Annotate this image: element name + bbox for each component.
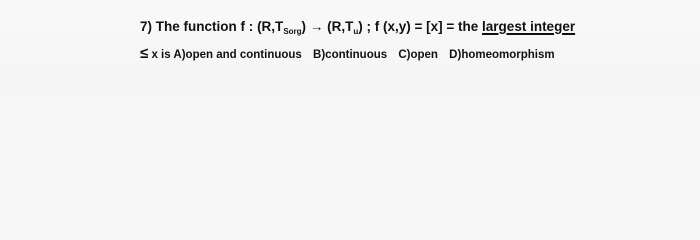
question-stem <box>140 20 575 34</box>
arrow-symbol: → <box>309 19 324 34</box>
option-a-letter: A) <box>173 49 186 61</box>
underlined-phrase: largest integer <box>482 19 576 34</box>
option-d <box>449 49 554 61</box>
condition-text: x is <box>151 49 171 61</box>
question-number: 7) <box>140 19 153 34</box>
function-definition: f (x,y) = [x] = the <box>374 19 479 34</box>
option-c-letter: C) <box>398 49 411 61</box>
option-a <box>173 49 301 61</box>
question-continuation <box>140 46 555 62</box>
separator-semicolon: ; <box>366 19 371 34</box>
option-b <box>313 49 387 61</box>
option-c-text: open <box>410 49 438 61</box>
domain-space: $(R,T_{Sorg})$ <box>257 19 307 36</box>
codomain-subscript: u <box>353 27 359 36</box>
function-name: f : <box>240 19 254 34</box>
option-c <box>398 49 438 61</box>
codomain-space: $(R,T_u)$ <box>327 19 363 36</box>
option-b-text: continuous <box>325 49 388 61</box>
option-b-letter: B) <box>313 49 326 61</box>
option-d-letter: D) <box>449 49 462 61</box>
option-a-text: open and continuous <box>185 49 302 61</box>
question-intro: The function <box>155 19 237 34</box>
option-d-text: homeomorphism <box>461 49 555 61</box>
domain-subscript: Sorg <box>283 27 302 36</box>
less-equal-symbol: ≤ <box>140 45 149 62</box>
